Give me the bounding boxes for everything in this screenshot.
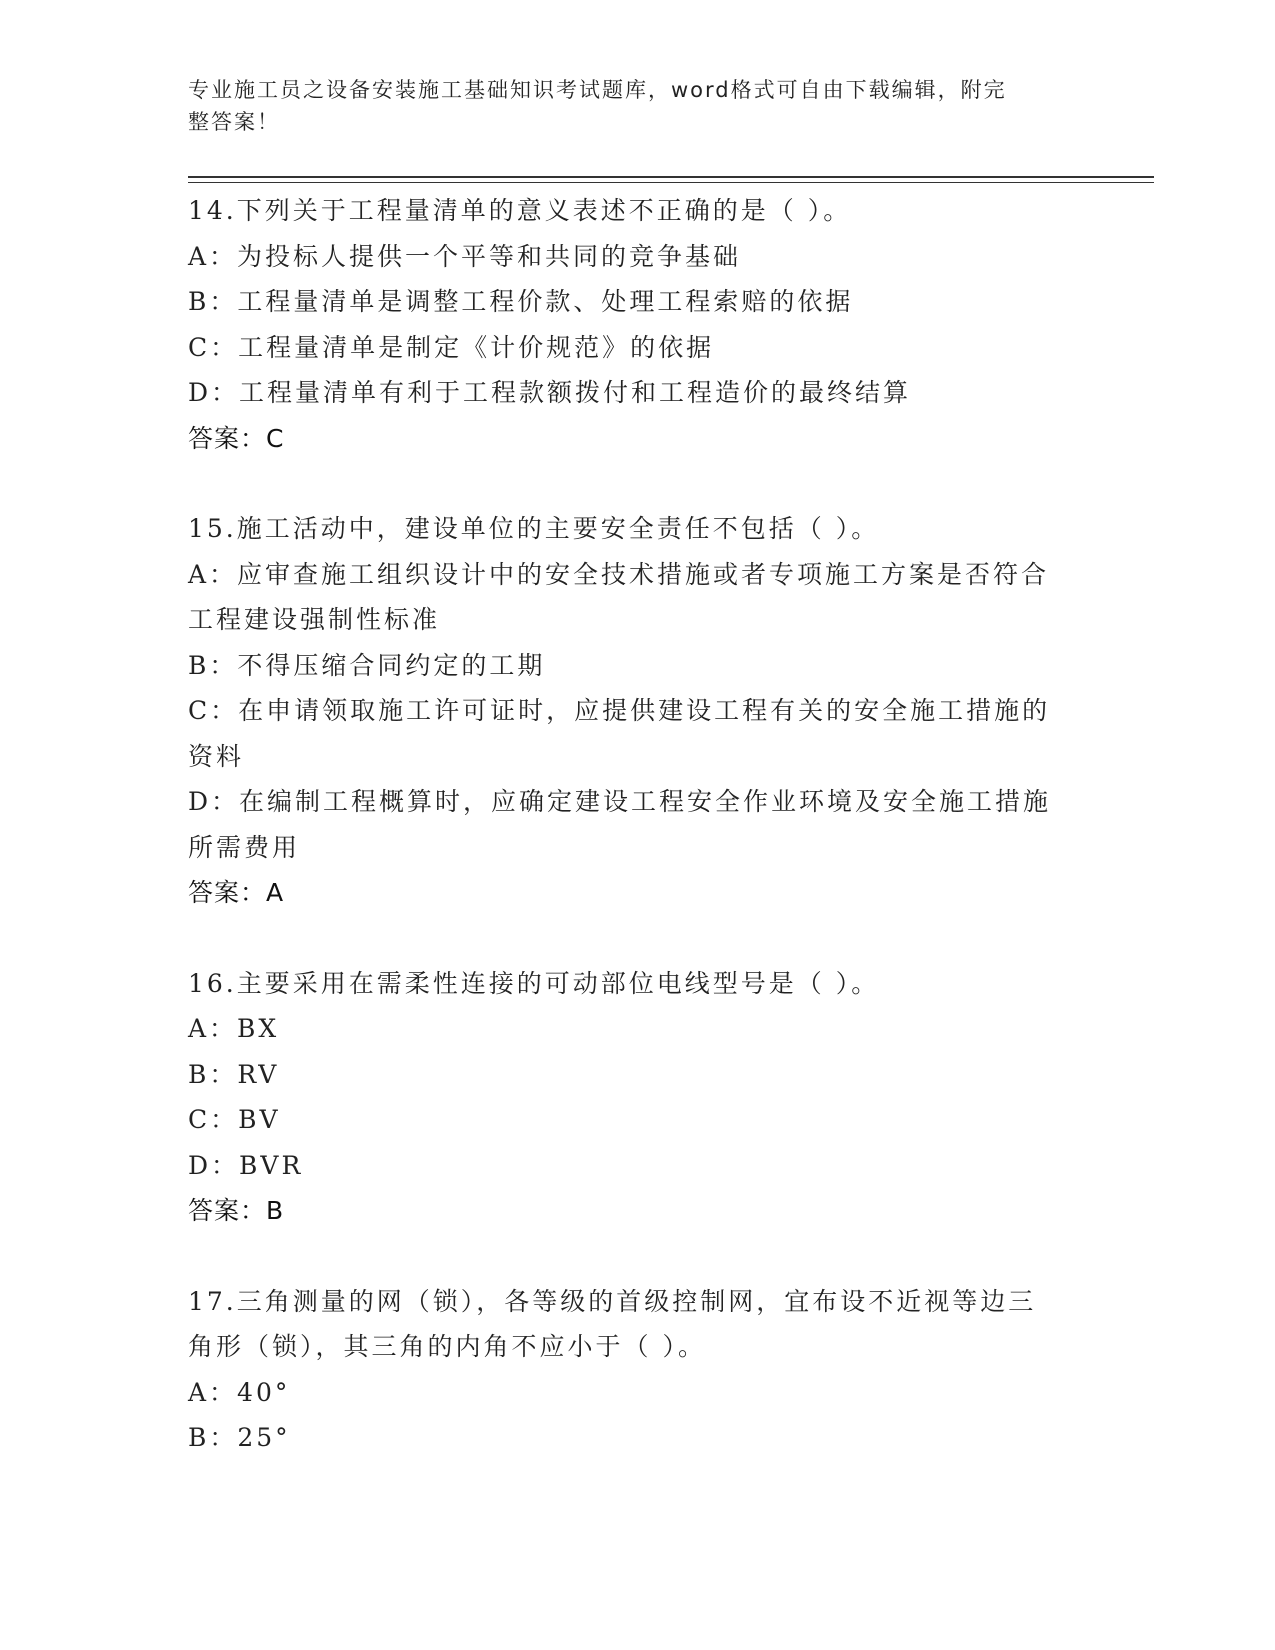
option-a: A：为投标人提供一个平等和共同的竞争基础	[188, 241, 742, 271]
option-d-continued: 所需费用	[188, 832, 301, 862]
question-list	[188, 188, 1088, 1506]
option-b: B：工程量清单是调整工程价款、处理工程索赔的依据	[188, 287, 854, 316]
question-stem: 17.三角测量的网（锁），各等级的首级控制网，宜布设不近视等边三	[188, 1286, 1037, 1316]
option-b: B：不得压缩合同约定的工期	[188, 650, 546, 680]
option-c: C：工程量清单是制定《计价规范》的依据	[188, 332, 715, 362]
option-a-continued: 工程建设强制性标准	[188, 605, 441, 634]
option-a: A：40°	[188, 1377, 291, 1407]
option-b: B：25°	[188, 1423, 291, 1452]
option-d: D：工程量清单有利于工程款额拨付和工程造价的最终结算	[188, 378, 912, 407]
option-b: B：RV	[188, 1059, 280, 1089]
option-d: D：BVR	[188, 1150, 304, 1180]
document-header	[188, 74, 1068, 138]
option-d: D：在编制工程概算时，应确定建设工程安全作业环境及安全施工措施	[188, 787, 1052, 816]
question-stem: 14.下列关于工程量清单的意义表述不正确的是（ ）。	[188, 196, 852, 225]
question-17	[188, 1279, 1088, 1461]
question-14	[188, 188, 1088, 461]
option-c: C：在申请领取施工许可证时，应提供建设工程有关的安全施工措施的	[188, 696, 1051, 725]
answer-line: 答案：A	[188, 878, 285, 907]
header-divider-thick	[188, 176, 1154, 178]
question-stem: 15.施工活动中，建设单位的主要安全责任不包括（ ）。	[188, 514, 880, 543]
question-stem-continued: 角形（锁），其三角的内角不应小于（ ）。	[188, 1332, 706, 1361]
option-c-continued: 资料	[188, 741, 245, 771]
header-divider-thin	[188, 182, 1154, 183]
answer-line: 答案：C	[188, 423, 285, 453]
question-stem: 16.主要采用在需柔性连接的可动部位电线型号是（ ）。	[188, 968, 880, 998]
answer-line: 答案：B	[188, 1196, 285, 1225]
option-a: A：BX	[188, 1014, 280, 1043]
header-line-2: 整答案！	[188, 110, 280, 134]
option-a: A：应审查施工组织设计中的安全技术措施或者专项施工方案是否符合	[188, 559, 1050, 589]
option-c: C：BV	[188, 1105, 281, 1134]
question-16	[188, 961, 1088, 1234]
question-15	[188, 506, 1088, 916]
header-line-1: 专业施工员之设备安装施工基础知识考试题库，word格式可自由下载编辑，附完	[188, 78, 1007, 102]
